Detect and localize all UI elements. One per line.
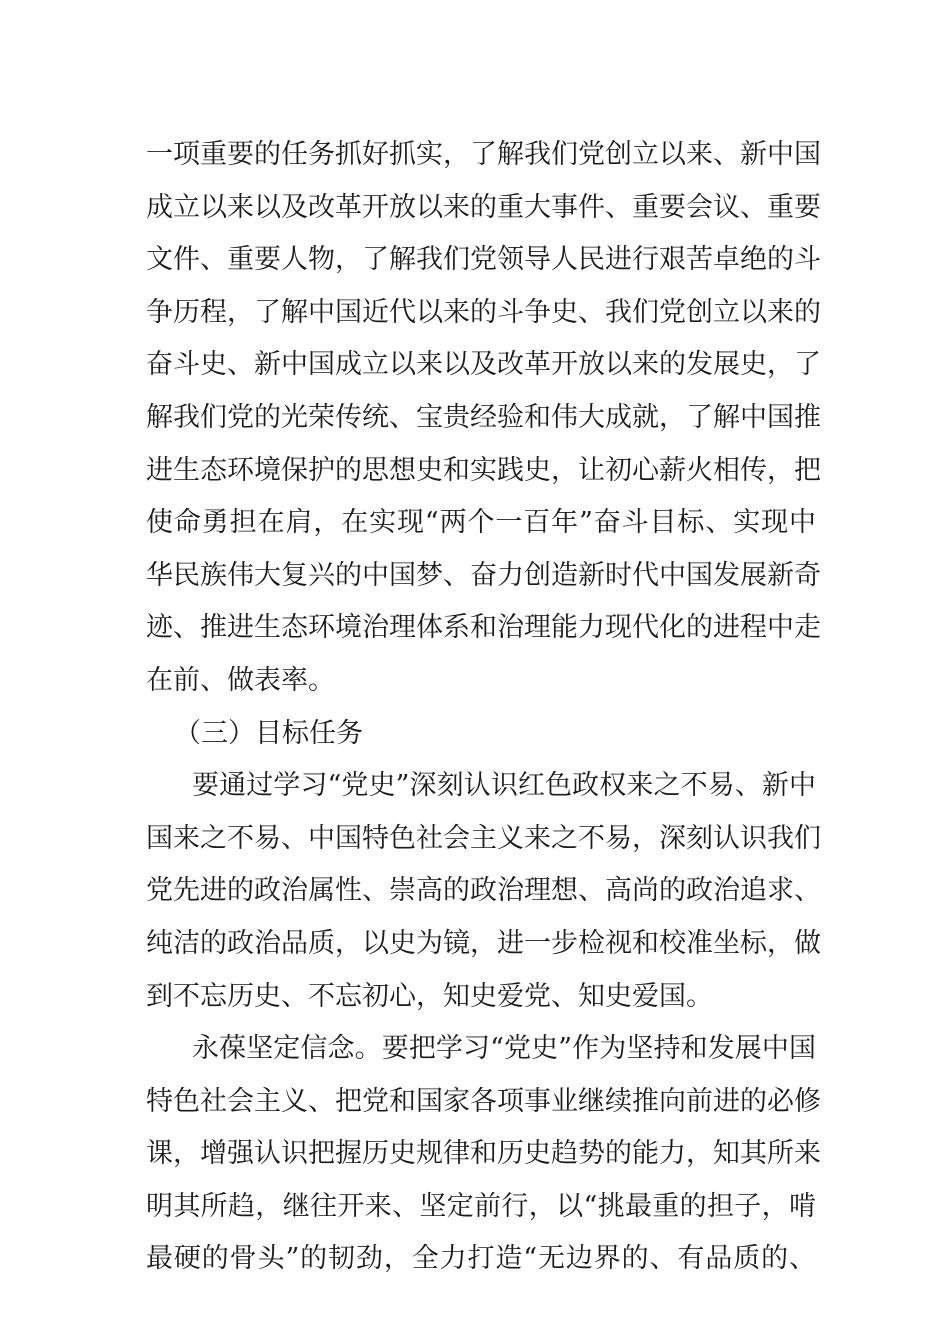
section-heading: （三）目标任务	[174, 717, 363, 749]
text-line: 进生态环境保护的思想史和实践史，让初心薪火相传，把	[146, 454, 821, 486]
text-line: 成立以来以及改革开放以来的重大事件、重要会议、重要	[146, 191, 821, 223]
text-line: 永葆坚定信念。要把学习“党史”作为坚持和发展中国	[192, 1033, 816, 1065]
text-line: 党先进的政治属性、崇高的政治理想、高尚的政治追求、	[146, 875, 821, 907]
text-line: 特色社会主义、把党和国家各项事业继续推向前进的必修	[146, 1085, 821, 1117]
text-line: 文件、重要人物，了解我们党领导人民进行艰苦卓绝的斗	[146, 244, 821, 276]
text-line: 课，增强认识把握历史规律和历史趋势的能力，知其所来	[146, 1138, 821, 1170]
body-text	[146, 129, 821, 1286]
text-line: 使命勇担在肩，在实现“两个一百年”奋斗目标、实现中	[146, 507, 816, 539]
text-line: 争历程，了解中国近代以来的斗争史、我们党创立以来的	[146, 296, 821, 328]
text-line: 纯洁的政治品质，以史为镜，进一步检视和校准坐标，做	[146, 927, 821, 959]
text-line: 华民族伟大复兴的中国梦、奋力创造新时代中国发展新奇	[146, 559, 821, 591]
text-line: 一项重要的任务抓好抓实，了解我们党创立以来、新中国	[146, 139, 821, 170]
text-line: 解我们党的光荣传统、宝贵经验和伟大成就，了解中国推	[146, 401, 821, 433]
text-line: 迹、推进生态环境治理体系和治理能力现代化的进程中走	[146, 612, 821, 644]
text-line: 到不忘历史、不忘初心，知史爱党、知史爱国。	[146, 980, 713, 1012]
text-line: 在前、做表率。	[146, 664, 335, 696]
text-line: 要通过学习“党史”深刻认识红色政权来之不易、新中	[192, 770, 816, 802]
text-line: 明其所趋，继往开来、坚定前行，以“挑最重的担子，啃	[146, 1190, 816, 1222]
text-line: 最硬的骨头”的韧劲，全力打造“无边界的、有品质的、	[146, 1243, 816, 1275]
text-line: 国来之不易、中国特色社会主义来之不易，深刻认识我们	[146, 822, 821, 854]
text-line: 奋斗史、新中国成立以来以及改革开放以来的发展史，了	[146, 349, 821, 381]
